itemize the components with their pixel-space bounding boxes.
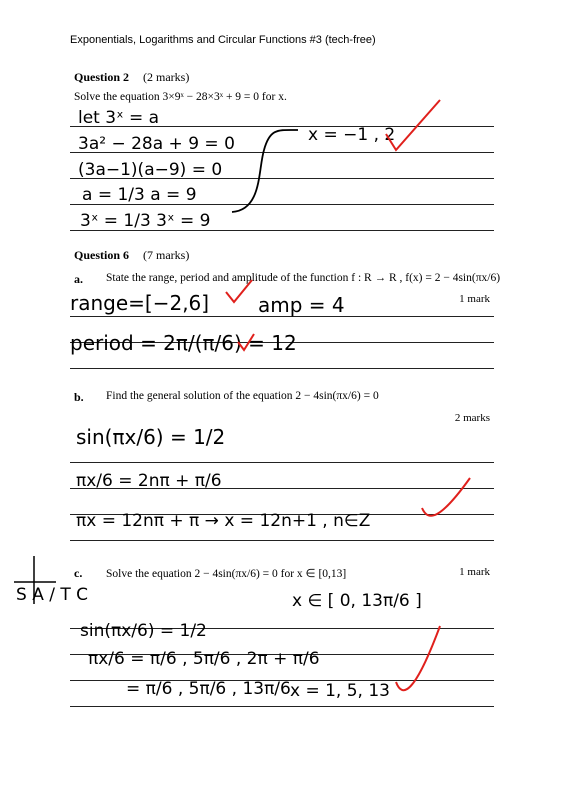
part-b-marks: 2 marks <box>454 412 490 424</box>
part-b-prompt: Find the general solution of the equation 2 − 4sin(πx/6) = 0 <box>106 390 379 402</box>
q6c-answer: x = 1, 5, 13 <box>290 681 390 701</box>
part-b-label: b. <box>74 390 84 404</box>
q2-answer: x = −1 , 2 <box>308 125 396 145</box>
q6a-period: period = 2π/(π/6) = 12 <box>70 331 297 355</box>
tick-mark-icon <box>422 478 470 516</box>
q2-working-line: a = 1/3 a = 9 <box>82 185 197 205</box>
q2-working-line: let 3ˣ = a <box>78 108 160 128</box>
bracket-arrow <box>232 130 298 212</box>
q6c-line: = π/6 , 5π/6 , 13π/6 <box>126 679 291 699</box>
part-a-label: a. <box>74 272 83 286</box>
tick-mark-icon <box>396 626 440 690</box>
q6a-range: range=[−2,6] <box>70 291 210 315</box>
tick-mark-icon <box>226 280 252 302</box>
q6c-line: sin(πx/6) = 1/2 <box>80 621 207 641</box>
q6b-line: sin(πx/6) = 1/2 <box>76 425 226 449</box>
question-6-title: Question 6 (7 marks) <box>74 248 190 262</box>
cast-labels: S A / T C <box>16 585 89 605</box>
part-c-label: c. <box>74 566 83 580</box>
question-2-title: Question 2 (2 marks) <box>74 70 190 84</box>
q2-working-line: 3ˣ = 1/3 3ˣ = 9 <box>80 211 211 231</box>
q6b-line: πx = 12nπ + π → x = 12n+1 , n∈Z <box>76 511 371 531</box>
q6a-amp: amp = 4 <box>258 293 345 317</box>
question-2-prompt: Solve the equation 3×9ˣ − 28×3ˣ + 9 = 0 for x. <box>74 91 287 103</box>
part-c-marks: 1 mark <box>459 566 490 578</box>
q2-working-line: (3a−1)(a−9) = 0 <box>78 160 223 180</box>
q6c-domain: x ∈ [ 0, 13π/6 ] <box>292 591 422 611</box>
q6c-line: πx/6 = π/6 , 5π/6 , 2π + π/6 <box>88 649 320 669</box>
part-a-prompt: State the range, period and amplitude of the function f : R → R , f(x) = 2 − 4sin(πx/6) <box>106 272 501 284</box>
q6b-line: πx/6 = 2nπ + π/6 <box>76 471 222 491</box>
part-a-marks: 1 mark <box>459 293 490 305</box>
part-c-prompt: Solve the equation 2 − 4sin(πx/6) = 0 for x ∈ [0,13] <box>106 568 347 580</box>
page-header: Exponentials, Logarithms and Circular Functions #3 (tech-free) <box>70 34 376 46</box>
q2-working-line: 3a² − 28a + 9 = 0 <box>78 134 235 154</box>
